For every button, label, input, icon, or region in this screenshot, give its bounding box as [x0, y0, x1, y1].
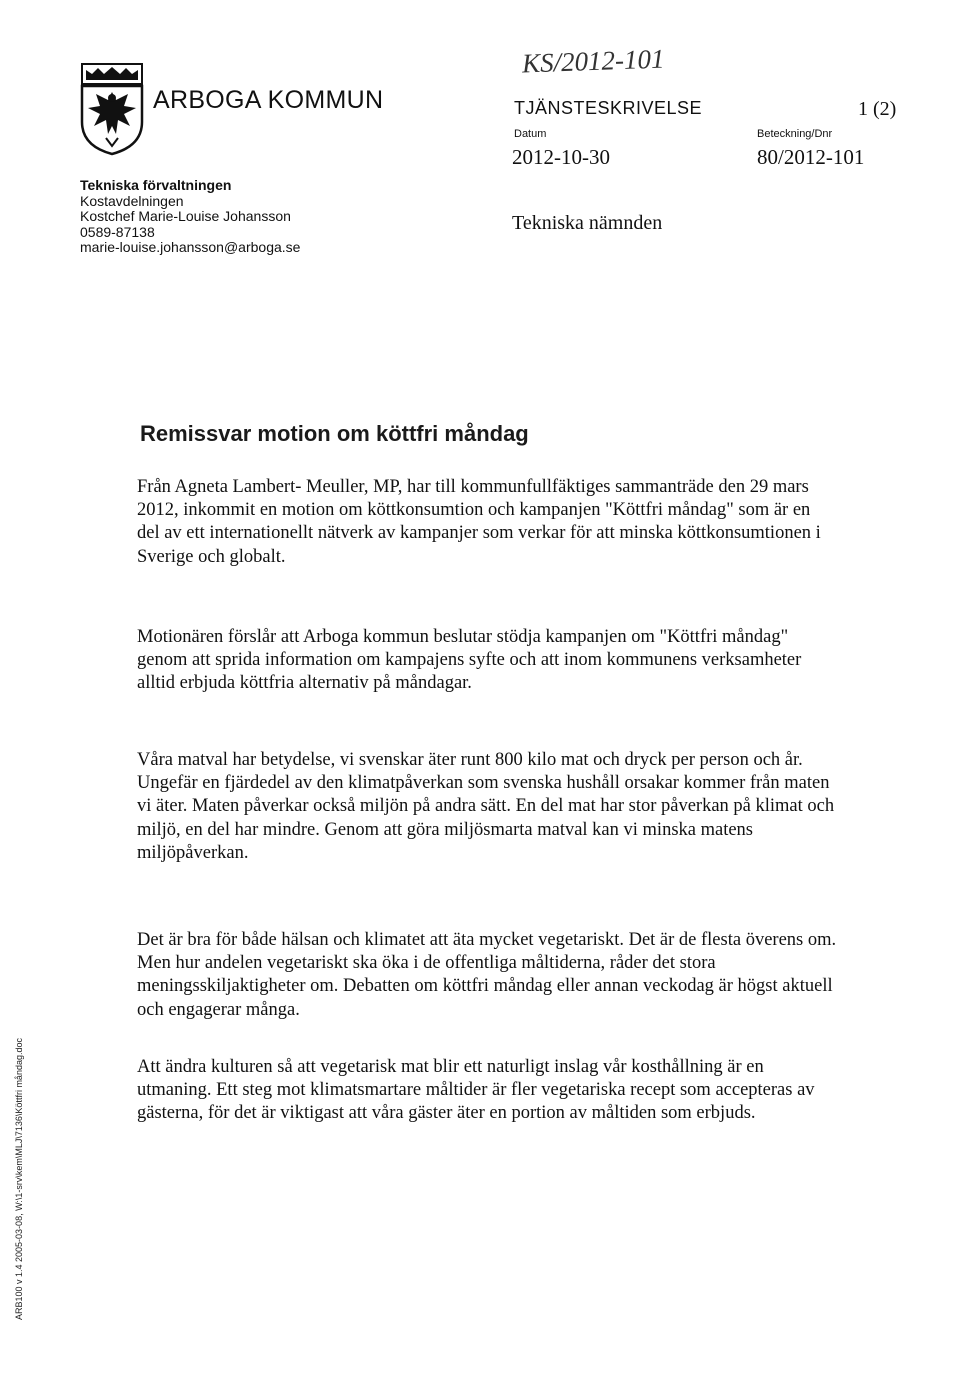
sender-email: marie-louise.johansson@arboga.se: [80, 239, 301, 256]
body-paragraph: Våra matval har betydelse, vi svenskar äter runt 800 kilo mat och dryck per person och år. Ungefär en fjärdedel av den klimatpåverkan som svenska hushåll orsakar kommer från maten vi äter. Maten påverkar också miljön på andra sätt. En del mat har stor påverkan på klimat och miljö, en del har mindre. Genom att göra miljösmarta matval kan vi minska matens miljöpåverkan.: [137, 750, 835, 863]
body-paragraph: Det är bra för både hälsan och klimatet att äta mycket vegetariskt. Det är de flesta överens om. Men hur andelen vegetariskt ska öka i de offentliga måltiderna, råder det stora meningsskiljaktigheter om. Debatten om köttfri måndag eller annan veckodag är högst aktuell och engagerar många.: [137, 930, 837, 1020]
date-value: 2012-10-30: [512, 145, 610, 169]
recipient: Tekniska nämnden: [512, 212, 663, 234]
document-title: Remissvar motion om köttfri måndag: [140, 421, 529, 446]
body-paragraph: Motionären förslår att Arboga kommun beslutar stödja kampanjen om "Köttfri måndag" genom att sprida information om kampajens syfte och att inom kommunens verksamheter alltid erbjuda köttfria alternativ på måndagar.: [137, 627, 802, 694]
reference-label: Beteckning/Dnr: [757, 128, 833, 140]
coat-of-arms-logo: [80, 62, 144, 156]
sender-unit: Kostavdelningen: [80, 192, 184, 209]
body-paragraph: Från Agneta Lambert- Meuller, MP, har till kommunfullfäktiges sammanträde den 29 mars 2012, inkommit en motion om köttkonsumtion och kampanjen "Köttfri måndag" som är en del av ett internationellt nätverk av kampanjer som verkar för att minska köttkonsumtionen i Sverige och globalt.: [137, 477, 821, 567]
sender-phone: 0589-87138: [80, 223, 155, 240]
sender-block: [80, 178, 300, 256]
reference-value: 80/2012-101: [757, 145, 865, 169]
template-code: ARB100 v 1.4 2005-03-08, W:\1-srv\kem\MLJ\7136\Köttfri måndag.doc: [14, 1038, 24, 1320]
page-number: 1 (2): [858, 98, 897, 120]
date-label: Datum: [514, 128, 547, 140]
handwritten-reference: KS/2012-101: [521, 43, 665, 79]
body-paragraph: Att ändra kulturen så att vegetarisk mat blir ett naturligt inslag vår kosthållning är en utmaning. Ett steg mot klimatsmartare måltider är fler vegetariska recept som accepteras av gästerna, för det är viktigast att våra gäster äter en portion av måltiden som erbjuds.: [137, 1057, 815, 1124]
organization-name: ARBOGA KOMMUN: [153, 86, 384, 114]
sender-department: Tekniska förvaltningen: [80, 177, 232, 193]
sender-person: Kostchef Marie-Louise Johansson: [80, 208, 291, 225]
document-type: TJÄNSTESKRIVELSE: [514, 98, 703, 118]
